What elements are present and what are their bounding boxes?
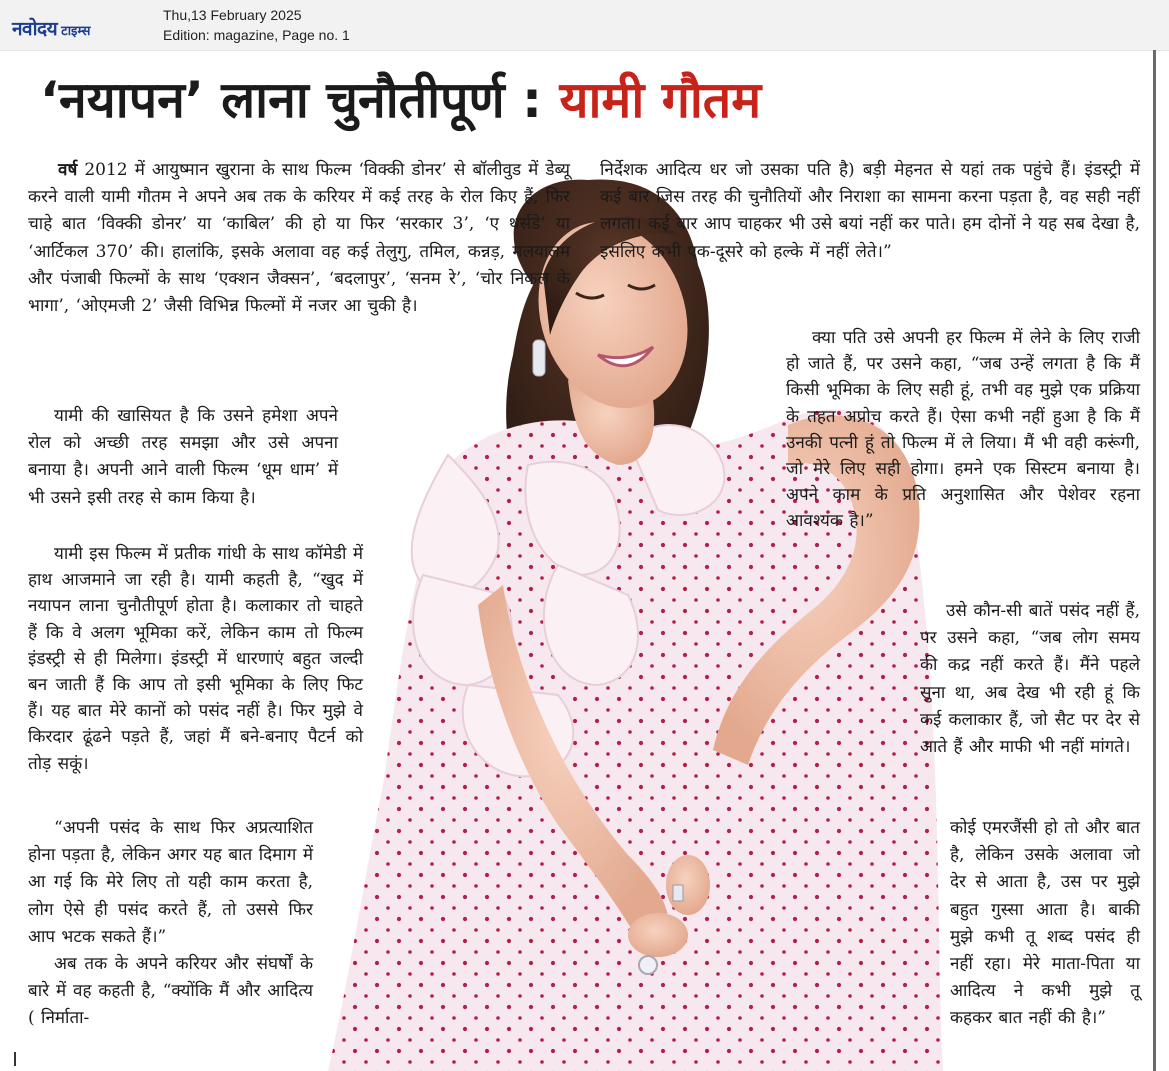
paragraph-7: क्या पति उसे अपनी हर फिल्म में लेने के लिए राजी हो जाते हैं, पर उसने कहा, “जब उन्हें लगता है कि मैं किसी भूमिका के लिए सही हूं, तभी वह मुझे एक प्रक्रिया के तहत अप्रोच करते हैं। ऐसा कभी नहीं हुआ है कि मैं उनकी पत्नी हूं तो फिल्म में ले लिया। मैं भी वही करूंगी, जो मेरे लिए सही होगा। हमने एक सिस्टम बनाया है। अपने काम के प्रति अनुशासित और पेशेवर रहना आवश्यक है।” [786,328,1140,532]
paragraph-8: उसे कौन-सी बातें पसंद नहीं हैं, पर उसने कहा, “जब लोग समय की कद्र नहीं करते हैं। मैंने पहले सुना था, अब देख भी रही हूं कि कई कलाकार हैं, जो सैट पर देर से आते हैं और माफी भी नहीं मांगते। [920,601,1140,758]
issue-date: Thu,13 February 2025 [163,7,302,23]
article-column-left-top [28,157,570,320]
article-column-right-3 [920,598,1140,761]
paragraph-5: अब तक के अपने करियर और संघर्षों के बारे में वह कहती है, “क्योंकि मैं और आदित्य ( निर्माता- [28,954,313,1029]
article-column-left-3 [28,541,363,777]
edition-info [163,5,350,45]
headline-main: ‘नयापन’ लाना चुनौतीपूर्ण : [40,71,543,129]
logo-main-text: नवोदय [12,18,58,40]
paragraph-2: यामी की खासियत है कि उसने हमेशा अपने रोल को अच्छी तरह समझा और उसे अपना बनाया है। अपनी आने वाली फिल्म ‘धूम धाम’ में भी उसने इसी तरह से काम किया है। [28,406,338,508]
article-headline [40,58,1140,142]
article-column-right-2 [786,325,1140,535]
article-column-left-4 [28,815,313,1033]
paragraph-6: निर्देशक आदित्य धर जो उसका पति है) बड़ी मेहनत से यहां तक पहुंचे हैं। इंडस्ट्री में कई बार जिस तरह की चुनौतियों और निराशा का सामना करना पड़ता है, वह सही नहीं लगता। कई बार आप चाहकर भी उसे बयां नहीं कर पाते। हम दोनों ने यह सब देखा है, इसलिए कभी एक-दूसरे को हल्के में नहीं लेते।” [600,160,1140,262]
headline-name: यामी गौतम [559,71,762,129]
page-edge-rule [1153,50,1156,1071]
lead-word: वर्ष [58,160,78,180]
paragraph-intro [28,157,570,320]
paragraph-4: “अपनी पसंद के साथ फिर अप्रत्याशित होना पड़ता है, लेकिन अगर यह बात दिमाग में आ गई कि मेरे लिए तो यही काम करता है, लोग ऐसे ही पसंद करते हैं, तो उससे फिर आप भटक सकते हैं।” [28,818,313,947]
article-column-left-2 [28,403,338,512]
paragraph-9: कोई एमरजैंसी हो तो और बात है, लेकिन उसके अलावा जो देर से आता है, उस पर मुझे बहुत गुस्सा आता है। बाकी मुझे कभी तू शब्द पसंद ही नहीं रहा। मेरे माता-पिता या आदित्य ने कभी मुझे तू कहकर बात नहीं की है।” [950,818,1140,1029]
paragraph-intro-text: 2012 में आयुष्मान खुराना के साथ फिल्म ‘विक्की डोनर’ से बॉलीवुड में डेब्यू करने वाली यामी गौतम ने अपने अब तक के करियर में कई तरह के रोल किए हैं, फिर चाहे बात ‘विक्की डोनर’ या ‘काबिल’ की हो या फिर ‘सरकार 3’, ‘ए थर्सडे’ या ‘आर्टिकल 370’ की। हालांकि, इसके अलावा वह कई तेलुगु, तमिल, कन्नड़, मलयालम और पंजाबी फिल्मों के साथ ‘एक्शन जैक्सन’, ‘बदलापुर’, ‘सनम रे’, ‘चोर निकल के भागा’, ‘ओएमजी 2’ जैसी विभिन्न फिल्मों में नजर आ चुकी है। [28,160,570,317]
page-margin-mark [14,1052,16,1066]
newspaper-logo[interactable] [12,7,138,41]
paragraph-3: यामी इस फिल्म में प्रतीक गांधी के साथ कॉमेडी में हाथ आजमाने जा रही है। यामी कहती है, “खुद में नयापन लाना चुनौतीपूर्ण होता है। कलाकार तो चाहते हैं कि वे अलग भूमिका करें, लेकिन काम तो फिल्म इंडस्ट्री से ही मिलेगा। इंडस्ट्री में धारणाएं बहुत जल्दी बन जाती हैं कि आप तो इसी भूमिका के लिए फिट हैं। यह बात मेरे कानों को पसंद नहीं है। फिर मुझे वे किरदार ढूंढने पड़ते हैं, जहां मैं बने-बनाए पैटर्न को तोड़ सकूं। [28,544,363,774]
edition-line: Edition: magazine, Page no. 1 [163,27,350,43]
logo-sub-text: टाइम्स [61,24,91,39]
article-column-right-4 [950,815,1140,1033]
header-bar [0,0,1169,51]
article-column-right-top [600,157,1140,266]
